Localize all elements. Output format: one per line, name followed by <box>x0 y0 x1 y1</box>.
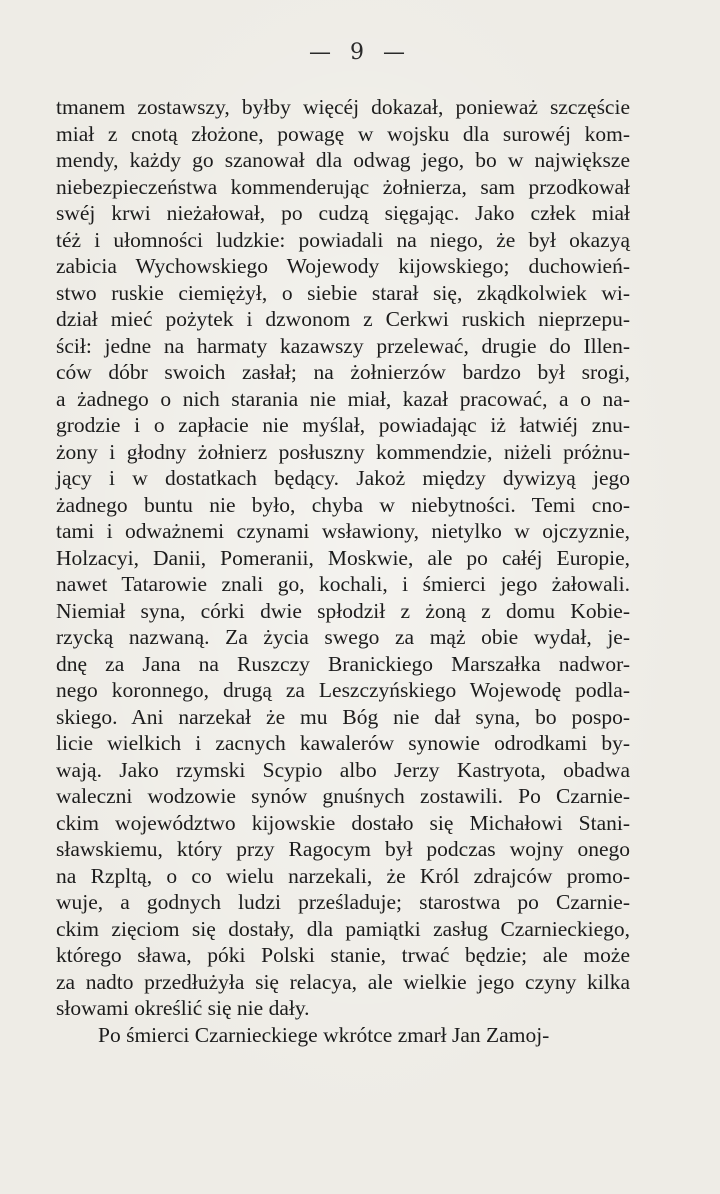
body-text <box>56 94 630 1048</box>
text-line: na Rzpltą, o co wielu narzekali, że Król zdrajców promo- <box>56 863 630 888</box>
text-line: za nadto przedłużyła się relacya, ale wielkie jego czyny kilka <box>56 969 630 994</box>
text-line: wuje, a godnych ludzi prześladuje; starostwa po Czarnie- <box>56 890 630 914</box>
text-line: swéj krwi nieżałował, po cudzą sięgając. Jako człek miał <box>56 201 630 225</box>
text-line: ców dóbr swoich zasłał; na żołnierzów bardzo był srogi, <box>56 360 630 384</box>
text-line: grodzie i o zapłacie nie myślał, powiadając iż łatwiéj znu- <box>56 413 630 437</box>
text-line: dnę za Jana na Ruszczy Branickiego Marszałka nadwor- <box>56 651 630 676</box>
text-line: skiego. Ani narzekał że mu Bóg nie dał syna, bo pospo- <box>56 704 630 729</box>
text-line: żadnego buntu nie było, chyba w niebytności. Temi cno- <box>56 492 630 517</box>
text-line: nawet Tatarowie znali go, kochali, i śmierci jego żałowali. <box>56 572 630 596</box>
text-line: tmanem zostawszy, byłby więcéj dokazał, ponieważ szczęście <box>56 95 630 119</box>
text-line: waleczni wodzowie synów gnuśnych zostawili. Po Czarnie- <box>56 784 630 808</box>
text-line: miał z cnotą złożone, powagę w wojsku dla surowéj kom- <box>56 121 630 146</box>
text-line-paragraph-start: Po śmierci Czarnieckiege wkrótce zmarł Jan Zamoj- <box>98 1022 550 1047</box>
text-line: jący i w dostatkach będący. Jakoż między dywizyą jego <box>56 466 630 490</box>
page-number: — 9 — <box>309 40 411 65</box>
text-line: tami i odważnemi czynami wsławiony, nietylko w ojczyznie, <box>56 519 630 543</box>
text-line: żony i głodny żołnierz posłuszny kommendzie, niżeli próżnu- <box>56 439 630 464</box>
text-line: dział mieć pożytek i dzwonom z Cerkwi ruskich nieprzepu- <box>56 307 630 331</box>
text-line: niebezpieczeństwa kommenderując żołnierza, sam przodkował <box>56 174 630 199</box>
text-line: ckim województwo kijowskie dostało się Michałowi Stani- <box>56 810 630 835</box>
text-line: a żadnego o nich starania nie miał, kazał pracować, a o na- <box>56 386 630 411</box>
text-line: rzycką nazwaną. Za życia swego za mąż obie wydał, je- <box>56 625 630 649</box>
text-line-paragraph-end: słowami określić się nie dały. <box>56 996 310 1020</box>
text-line: ckim zięciom się dostały, dla pamiątki zasług Czarnieckiego, <box>56 916 630 941</box>
text-line: licie wielkich i zacnych kawalerów synowie odrodkami by- <box>56 731 630 755</box>
text-line: sławskiemu, który przy Ragocym był podczas wojny onego <box>56 837 630 861</box>
text-line: téż i ułomności ludzkie: powiadali na niego, że był okazyą <box>56 227 630 252</box>
text-line: mendy, każdy go szanował dla odwag jego, bo w największe <box>56 148 630 172</box>
text-line: którego sława, póki Polski stanie, trwać będzie; ale może <box>56 943 630 967</box>
text-line: Niemiał syna, córki dwie spłodził z żoną z domu Kobie- <box>56 598 630 623</box>
text-line: wają. Jako rzymski Scypio albo Jerzy Kastryota, obadwa <box>56 757 630 782</box>
text-line: nego koronnego, drugą za Leszczyńskiego Wojewodę podla- <box>56 678 630 702</box>
text-line: ścił: jedne na harmaty kazawszy przelewać, drugie do Illen- <box>56 333 630 358</box>
text-line: stwo ruskie ciemiężył, o siebie starał się, zkądkolwiek wi- <box>56 280 630 305</box>
text-line: zabicia Wychowskiego Wojewody kijowskiego; duchowień- <box>56 254 630 278</box>
text-line: Holzacyi, Danii, Pomeranii, Moskwie, ale po całéj Europie, <box>56 545 630 570</box>
